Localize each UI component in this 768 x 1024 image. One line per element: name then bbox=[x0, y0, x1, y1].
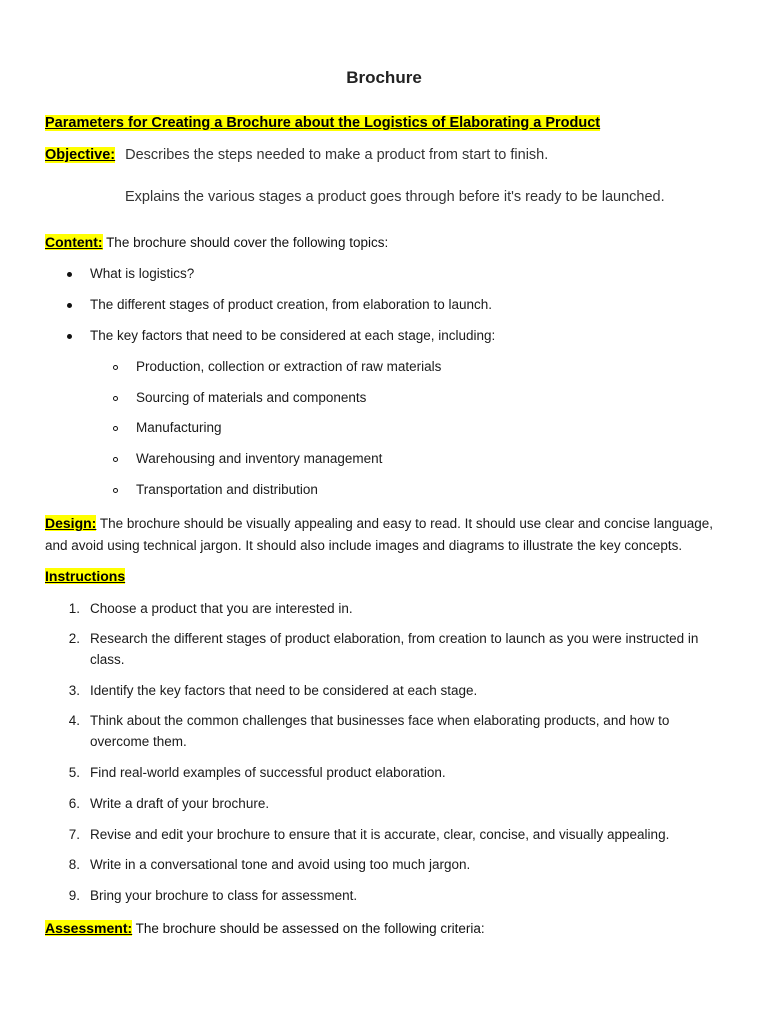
page-title: Brochure bbox=[346, 68, 422, 87]
sub-bullet-circle bbox=[113, 396, 118, 401]
instruction-text: Choose a product that you are interested in. bbox=[90, 601, 353, 616]
instruction-text: Identify the key factors that need to be considered at each stage. bbox=[90, 683, 478, 698]
instruction-text-continued: class. bbox=[90, 652, 125, 667]
instruction-text: Revise and edit your brochure to ensure that it is accurate, clear, concise, and visually appealing. bbox=[90, 827, 670, 842]
content-label: Content: bbox=[45, 234, 103, 250]
content-sub-bullet: Transportation and distribution bbox=[136, 482, 318, 497]
instruction-number: 2. bbox=[68, 631, 80, 646]
design-text: The brochure should be visually appealing and easy to read. It should use clear and concise language, and avoid using technical jargon. It should also include images and diagrams to illustrate the key concepts. bbox=[45, 516, 714, 553]
content-row bbox=[45, 234, 388, 250]
instruction-text: Research the different stages of product elaboration, from creation to launch as you were instructed in bbox=[90, 631, 699, 646]
instruction-number: 1. bbox=[68, 601, 80, 616]
instruction-number: 9. bbox=[68, 888, 80, 903]
content-intro: The brochure should cover the following topics: bbox=[106, 235, 389, 250]
objective-label: Objective: bbox=[45, 147, 116, 163]
sub-bullet-circle bbox=[113, 488, 118, 493]
instruction-text: Find real-world examples of successful product elaboration. bbox=[90, 765, 446, 780]
main-heading bbox=[45, 115, 600, 131]
instruction-number: 7. bbox=[68, 827, 80, 842]
design-paragraph bbox=[45, 512, 735, 557]
content-bullet: What is logistics? bbox=[90, 266, 195, 281]
instruction-number: 8. bbox=[68, 857, 80, 872]
assessment-row bbox=[45, 920, 485, 936]
objective-text-2: Explains the various stages a product goes through before it's ready to be launched. bbox=[125, 189, 665, 205]
instruction-text: Write a draft of your brochure. bbox=[90, 796, 270, 811]
sub-bullet-circle bbox=[113, 426, 118, 431]
bullet-dot bbox=[67, 334, 72, 339]
bullet-dot bbox=[67, 272, 72, 277]
bullet-dot bbox=[67, 303, 72, 308]
content-bullet: The key factors that need to be considered at each stage, including: bbox=[90, 328, 496, 343]
sub-bullet-circle bbox=[113, 365, 118, 370]
design-label: Design: bbox=[45, 515, 97, 531]
content-sub-bullet: Manufacturing bbox=[136, 420, 222, 435]
content-sub-bullet: Sourcing of materials and components bbox=[136, 390, 367, 405]
main-heading-text: Parameters for Creating a Brochure about the Logistics of Elaborating a Product bbox=[45, 115, 601, 131]
instruction-text: Write in a conversational tone and avoid using too much jargon. bbox=[90, 857, 471, 872]
content-sub-bullet: Production, collection or extraction of raw materials bbox=[136, 359, 442, 374]
instructions-heading bbox=[45, 568, 125, 586]
assessment-label: Assessment: bbox=[45, 920, 133, 936]
instruction-number: 3. bbox=[68, 683, 80, 698]
objective-text-1: Describes the steps needed to make a product from start to finish. bbox=[125, 147, 549, 163]
content-bullet: The different stages of product creation, from elaboration to launch. bbox=[90, 297, 492, 312]
sub-bullet-circle bbox=[113, 457, 118, 462]
instruction-number: 5. bbox=[68, 765, 80, 780]
instruction-number: 4. bbox=[68, 713, 80, 728]
instruction-text: Bring your brochure to class for assessment. bbox=[90, 888, 358, 903]
instructions-label: Instructions bbox=[45, 568, 126, 584]
assessment-text: The brochure should be assessed on the following criteria: bbox=[135, 921, 485, 936]
instruction-number: 6. bbox=[68, 796, 80, 811]
content-sub-bullet: Warehousing and inventory management bbox=[136, 451, 383, 466]
objective-row bbox=[45, 147, 548, 163]
instruction-text: Think about the common challenges that businesses face when elaborating products, and how to bbox=[90, 713, 670, 728]
instruction-text-continued: overcome them. bbox=[90, 734, 187, 749]
